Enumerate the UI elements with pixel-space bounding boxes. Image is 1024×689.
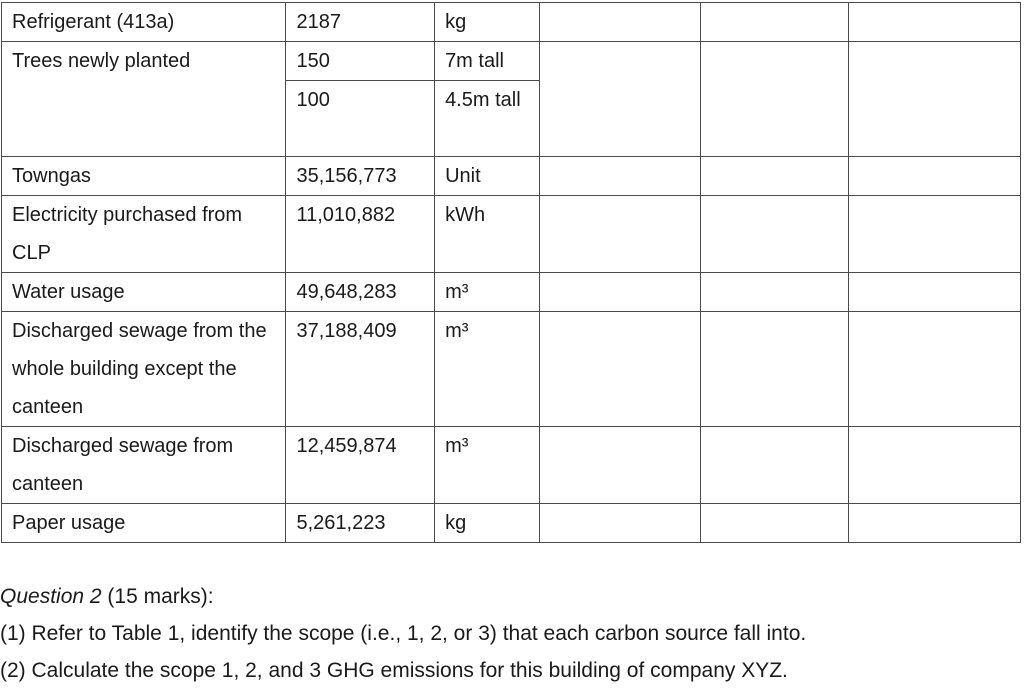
question-item-2: (2) Calculate the scope 1, 2, and 3 GHG emissions for this building of company XYZ. <box>0 659 788 682</box>
question-heading <box>0 578 1020 615</box>
cell-unit: 4.5m tall <box>435 81 540 157</box>
cell-empty <box>701 3 849 42</box>
cell-quantity: 100 <box>286 81 435 157</box>
cell-empty <box>849 3 1021 42</box>
cell-quantity: 150 <box>286 42 435 81</box>
cell-item: Towngas <box>2 157 286 196</box>
cell-item: Discharged sewage from canteen <box>2 427 286 504</box>
cell-empty <box>540 427 701 504</box>
cell-empty <box>849 273 1021 312</box>
table-row-towngas <box>2 157 1021 196</box>
cell-empty <box>540 3 701 42</box>
cell-empty <box>849 504 1021 543</box>
cell-empty <box>701 427 849 504</box>
cell-quantity: 35,156,773 <box>286 157 435 196</box>
cell-unit: 7m tall <box>435 42 540 81</box>
cell-empty <box>540 312 701 427</box>
cell-quantity: 37,188,409 <box>286 312 435 427</box>
cell-item: Electricity purchased from CLP <box>2 196 286 273</box>
table-row-refrigerant <box>2 3 1021 42</box>
cell-item: Paper usage <box>2 504 286 543</box>
cell-item: Refrigerant (413a) <box>2 3 286 42</box>
question-title: Question 2 <box>0 585 102 608</box>
table-row-paper <box>2 504 1021 543</box>
cell-unit: m³ <box>435 273 540 312</box>
cell-unit: Unit <box>435 157 540 196</box>
cell-item: Water usage <box>2 273 286 312</box>
cell-empty <box>540 42 701 157</box>
cell-empty <box>540 196 701 273</box>
table-row-trees-7m <box>2 42 1021 81</box>
cell-empty <box>540 273 701 312</box>
cell-item: Trees newly planted <box>2 42 286 157</box>
cell-item: Discharged sewage from the whole building except the canteen <box>2 312 286 427</box>
cell-empty <box>701 157 849 196</box>
question-block <box>0 578 1020 689</box>
cell-quantity: 2187 <box>286 3 435 42</box>
cell-unit: kWh <box>435 196 540 273</box>
question-marks: (15 marks): <box>107 585 214 608</box>
table-row-sewage-building <box>2 312 1021 427</box>
cell-empty <box>849 312 1021 427</box>
cell-quantity: 12,459,874 <box>286 427 435 504</box>
cell-empty <box>849 427 1021 504</box>
question-item-1: (1) Refer to Table 1, identify the scope (i.e., 1, 2, or 3) that each carbon source fall into. <box>0 622 807 645</box>
cell-empty <box>849 42 1021 157</box>
cell-unit: m³ <box>435 312 540 427</box>
cell-empty <box>849 157 1021 196</box>
cell-empty <box>701 196 849 273</box>
cell-empty <box>849 196 1021 273</box>
cell-unit: m³ <box>435 427 540 504</box>
cell-empty <box>701 504 849 543</box>
cell-empty <box>701 312 849 427</box>
emissions-table <box>1 2 1021 543</box>
cell-quantity: 49,648,283 <box>286 273 435 312</box>
table-row-sewage-canteen <box>2 427 1021 504</box>
cell-quantity: 5,261,223 <box>286 504 435 543</box>
cell-empty <box>540 504 701 543</box>
cell-empty <box>701 42 849 157</box>
cell-unit: kg <box>435 3 540 42</box>
table-row-water <box>2 273 1021 312</box>
cell-empty <box>540 157 701 196</box>
cell-empty <box>701 273 849 312</box>
cell-unit: kg <box>435 504 540 543</box>
cell-quantity: 11,010,882 <box>286 196 435 273</box>
table-row-electricity <box>2 196 1021 273</box>
